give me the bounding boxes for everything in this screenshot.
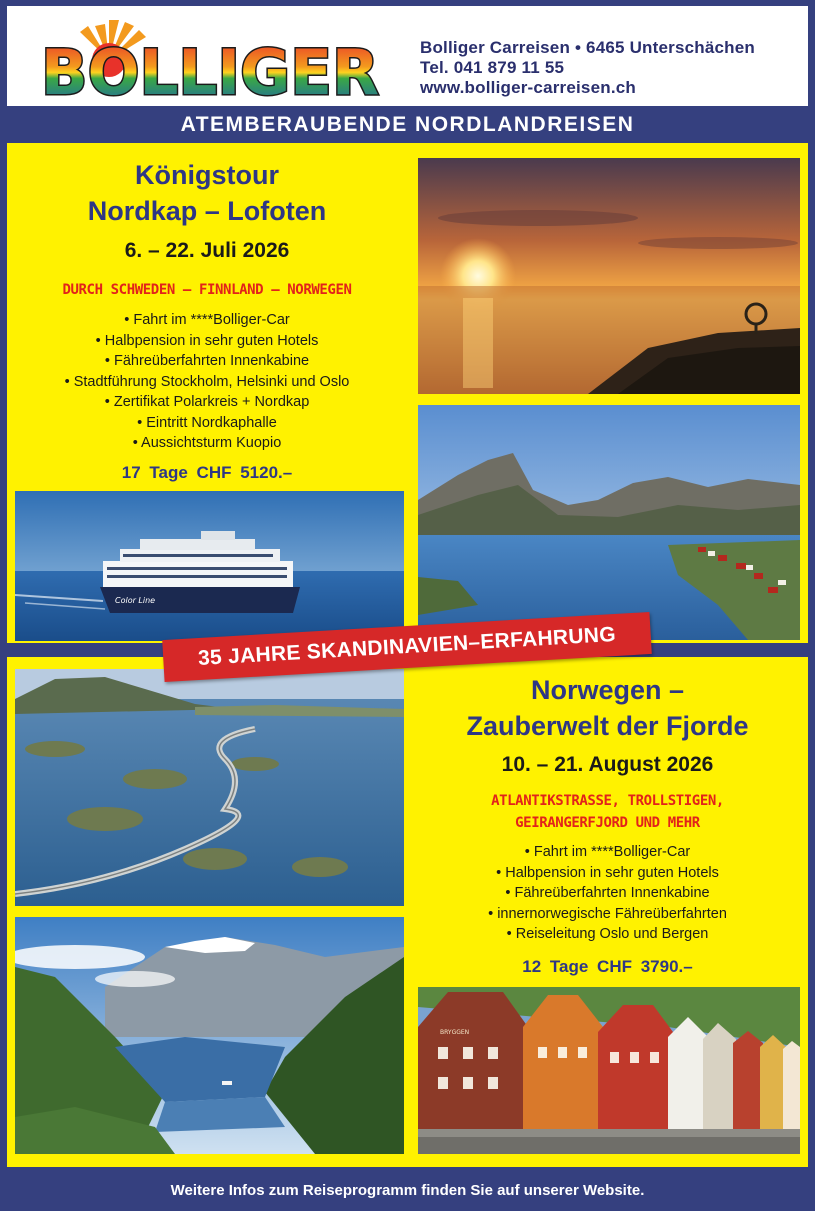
feature-item: • Stadtführung Stockholm, Helsinki und Oslo <box>7 372 407 393</box>
feature-item: • Fähreüberfahrten Innenkabine <box>407 883 808 904</box>
feature-item: • Aussichtsturm Kuopio <box>7 433 407 454</box>
tour-price-nordkap: 17 Tage CHF 5120.– <box>121 463 293 482</box>
footer-note: Weitere Infos zum Reiseprogramm finden Sie auf unserer Website. <box>170 1182 645 1199</box>
anniversary-ribbon: 35 JAHRE SKANDINAVIEN–ERFAHRUNG <box>162 612 652 682</box>
tour-price-fjorde: 12 Tage CHF 3790.– <box>522 957 693 976</box>
photo-bryggen-bergen <box>418 987 800 1154</box>
photo-geirangerfjord <box>15 917 404 1154</box>
tour-title-line1: Königstour <box>135 160 279 190</box>
contact-address: Bolliger Carreisen • 6465 Unterschächen <box>420 38 756 57</box>
bryggen-sign-text: BRYGGEN <box>440 1029 470 1036</box>
feature-list-fjorde <box>407 842 808 945</box>
tour-route-fjorde <box>407 790 808 834</box>
tour-panel-nordkap <box>7 143 808 643</box>
contact-phone: Tel. 041 879 11 55 <box>420 58 565 77</box>
tour-route-line2: GEIRANGERFJORD UND MEHR <box>515 815 700 831</box>
photo-nordkap-sunset <box>418 158 800 394</box>
tour-dates-fjorde: 10. – 21. August 2026 <box>501 753 714 776</box>
tour-title-nordkap <box>7 157 407 229</box>
tour-route-line1: ATLANTIKSTRASSE, TROLLSTIGEN, <box>491 793 724 809</box>
bolliger-logo <box>35 14 385 104</box>
feature-item: • Eintritt Nordkaphalle <box>7 413 407 434</box>
feature-item: • Halbpension in sehr guten Hotels <box>7 331 407 352</box>
headline: ATEMBERAUBENDE NORDLANDREISEN <box>180 113 635 136</box>
photo-lofoten-village <box>418 405 800 640</box>
tour-dates-nordkap: 6. – 22. Juli 2026 <box>124 239 290 262</box>
feature-item: • Zertifikat Polarkreis + Nordkap <box>7 392 407 413</box>
header <box>7 6 808 106</box>
contact-block <box>420 38 755 98</box>
tour-route-nordkap: DURCH SCHWEDEN – FINNLAND – NORWEGEN <box>62 282 352 298</box>
ship-logo-text: Color Line <box>115 596 156 605</box>
feature-list-nordkap <box>7 310 407 454</box>
svg-text:BOLLIGER: BOLLIGER <box>41 36 379 104</box>
contact-website: www.bolliger-carreisen.ch <box>420 78 636 97</box>
feature-item: • Reiseleitung Oslo und Bergen <box>407 924 808 945</box>
tour-title-line2: Zauberwelt der Fjorde <box>466 711 749 741</box>
photo-ferry-ship <box>15 491 404 641</box>
tour-title-line2: Nordkap – Lofoten <box>87 196 327 226</box>
feature-item: • Fähreüberfahrten Innenkabine <box>7 351 407 372</box>
feature-item: • Fahrt im ****Bolliger-Car <box>7 310 407 331</box>
tour-title-fjorde <box>407 672 808 744</box>
feature-item: • Halbpension in sehr guten Hotels <box>407 863 808 884</box>
photo-atlantic-road <box>15 669 404 906</box>
tour-title-line1: Norwegen – <box>530 675 685 705</box>
feature-item: • Fahrt im ****Bolliger-Car <box>407 842 808 863</box>
tour-panel-fjorde <box>7 657 808 1167</box>
feature-item: • innernorwegische Fähreüberfahrten <box>407 904 808 925</box>
bolliger-logo-graphic <box>35 14 385 104</box>
